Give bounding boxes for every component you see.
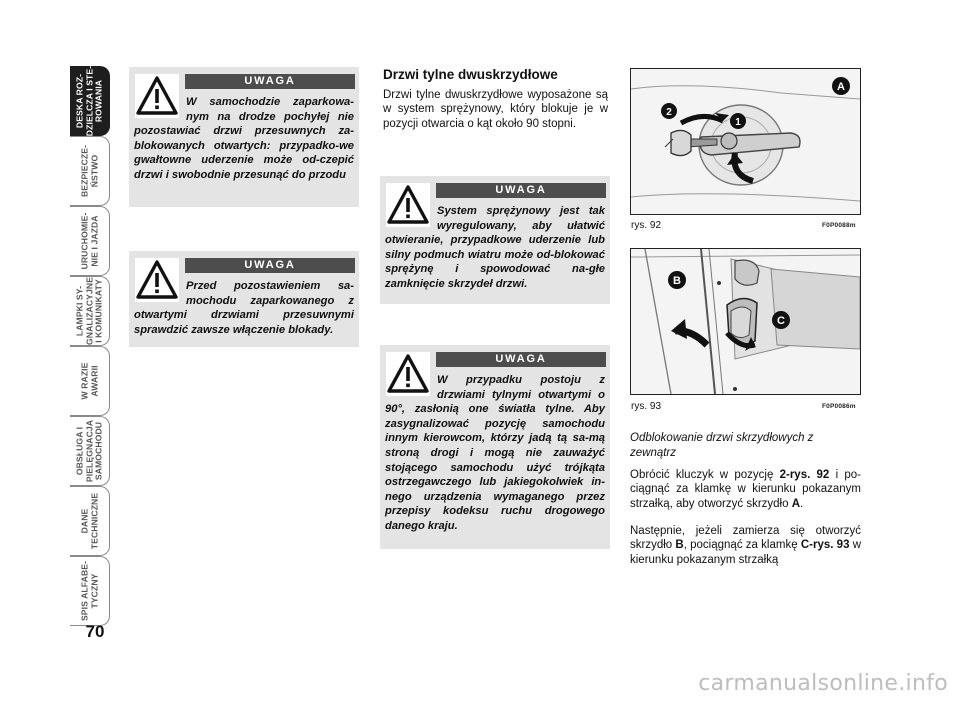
tab-label: BEZPIECZE- ŃSTWO <box>78 144 99 198</box>
warning-title: UWAGA <box>185 258 355 273</box>
warning-box <box>129 67 359 207</box>
tab-label: LAMPKI SY- GNALIZACYJNE I KOMUNIKATY <box>74 276 104 346</box>
warning-box <box>129 251 359 347</box>
warning-text: W przypadku postoju z drzwiami tylnymi otwartymi o 90°, zasłonią one światła tylne. Aby zasygnalizować pozycję samochodu innym kierowcom, którzy jadą tą sa-mą stroną drogi i mogą nie zauważyć stojącego samochodu użyć trójkąta ostrzegawczego lub jakiegokolwiek in-nego urządzenia wymaganego przez przepisy kodeksu ruchu drogowego danego kraju. <box>385 374 605 532</box>
label-b: B <box>673 275 681 287</box>
rear-door-lever-illustration <box>631 249 860 394</box>
tab-label: DANE TECHNICZNE <box>78 492 99 550</box>
warning-box <box>380 176 610 304</box>
figure-caption: rys. 92 <box>631 220 662 231</box>
label-1: 1 <box>735 117 741 128</box>
tab-lampki-sygnalizacyjne[interactable] <box>70 276 110 346</box>
tab-uruchomienie-i-jazda[interactable] <box>70 206 110 276</box>
label-2: 2 <box>666 107 672 118</box>
figure-code: F0P0086m <box>822 403 856 410</box>
section-intro: Drzwi tylne dwuskrzydłowe wyposażone są w system sprężynowy, który blokuje je w pozycji otwarcia o kąt około 90 stopni. <box>383 89 608 130</box>
warning-text: W samochodzie zaparkowa-nym na drodze pochyłej nie pozostawiać drzwi przesuwnych za-blokowanych otwartych: przypadko-we gwałtowne uderzenie może od-czepić drzwi i swobodnie przesunąć do przodu <box>134 96 354 181</box>
tab-label: DESKA ROZ- DZIELCZA I STE- ROWANIA <box>74 65 104 137</box>
figure-caption: rys. 93 <box>631 401 662 412</box>
tab-bezpieczenstwo[interactable] <box>70 136 110 206</box>
warning-text: System sprężynowy jest tak wyregulowany, aby ułatwić otwieranie, przypadkowe uderzenie lub silny podmuch wiatru może od-blokować sprężynę i spowodować na-głe zamknięcie skrzydeł drzwi. <box>385 205 605 290</box>
tab-dane-techniczne[interactable] <box>70 486 110 556</box>
figure-code: F0P0088m <box>822 222 856 229</box>
tab-label: URUCHOMIE- NIE I JAZDA <box>78 212 99 270</box>
tab-w-razie-awarii[interactable] <box>70 346 110 416</box>
door-handle-key-illustration <box>631 69 860 214</box>
figure-rys-92 <box>630 68 861 215</box>
warning-title: UWAGA <box>436 352 606 367</box>
tab-label: OBSŁUGA I PIELĘGNACJA SAMOCHODU <box>74 419 104 483</box>
section-title: Drzwi tylne dwuskrzydłowe <box>383 67 558 82</box>
warning-title: UWAGA <box>436 183 606 198</box>
tab-label: SPIS ALFABE- TYCZNY <box>78 560 99 622</box>
page-number: 70 <box>85 622 105 641</box>
tab-label: W RAZIE AWARII <box>78 362 99 400</box>
watermark: carmanualsonline.info <box>698 671 948 696</box>
warning-text: Przed pozostawieniem sa-mochodu zaparkowanego z otwartymi drzwiami przesuwnymi sprawdzić zawsze włączenie blokady. <box>134 280 354 336</box>
figure-rys-93 <box>630 248 861 395</box>
tab-spis-alfabetyczny[interactable] <box>70 556 110 626</box>
label-a: A <box>837 81 845 93</box>
label-c: C <box>777 315 785 327</box>
warning-title: UWAGA <box>185 74 355 89</box>
tab-obsluga-i-pielegnacja[interactable] <box>70 416 110 486</box>
instructions-paragraph-2: Następnie, jeżeli zamierza się otworzyć skrzydło B, pociągnąć za klamkę C-rys. 93 w kierunku pokazanym strzałką <box>630 525 862 566</box>
instructions-heading: Odblokowanie drzwi skrzydłowych z zewnątrz <box>630 432 814 459</box>
instructions-paragraph-1: Obrócić kluczyk w pozycję 2-rys. 92 i po-ciągnąć za klamkę w kierunku pokazanym strzałką, aby otworzyć skrzydło A. <box>630 469 861 510</box>
warning-box <box>380 345 610 549</box>
tab-deska-rozdzielcza[interactable] <box>70 66 110 136</box>
